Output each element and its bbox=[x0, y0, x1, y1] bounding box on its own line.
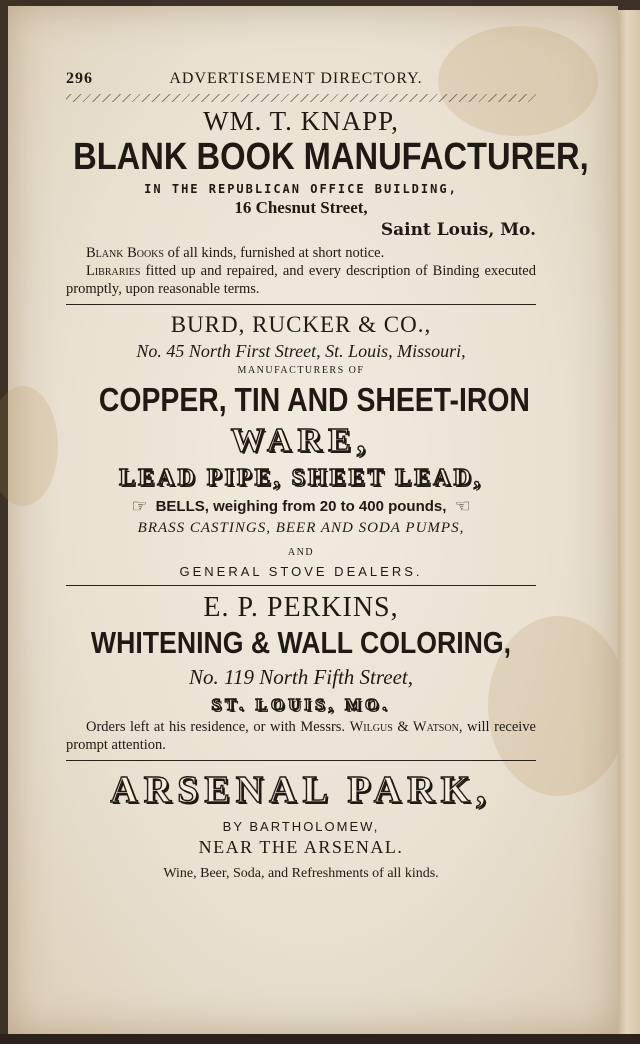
ad-address: No. 45 North First Street, St. Louis, Missouri, bbox=[136, 341, 466, 361]
ad-arsenal-park bbox=[66, 767, 536, 884]
ad-bells-row bbox=[66, 496, 536, 517]
orders-text: Orders left at his residence, or with Messrs. bbox=[86, 719, 350, 735]
ad-city: Saint Louis, Mo. bbox=[380, 220, 536, 240]
ad-castings: BRASS CASTINGS, BEER AND SODA PUMPS, bbox=[137, 520, 465, 536]
wavy-rule bbox=[66, 94, 536, 102]
ad-name: WM. T. KNAPP, bbox=[203, 106, 399, 136]
section-divider bbox=[66, 760, 536, 761]
description-line bbox=[66, 244, 536, 262]
ad-address: No. 119 North Fifth Street, bbox=[189, 665, 413, 689]
running-header bbox=[66, 70, 536, 92]
description-line bbox=[66, 262, 536, 298]
ad-knapp bbox=[66, 106, 589, 298]
page-content bbox=[66, 70, 589, 884]
ad-description bbox=[66, 244, 536, 298]
orders-names: Wilgus & Watson bbox=[349, 719, 459, 735]
ad-title: WHITENING & WALL COLORING, bbox=[90, 625, 512, 660]
ad-title: BLANK BOOK MANUFACTURER, bbox=[73, 136, 589, 178]
orders-text-end: , will receive prompt attention. bbox=[66, 719, 536, 753]
ad-name: BURD, RUCKER & CO., bbox=[170, 312, 432, 337]
ad-near: NEAR THE ARSENAL. bbox=[198, 837, 404, 857]
ad-ware: WARE, bbox=[230, 422, 372, 459]
binding-shadow bbox=[0, 1034, 640, 1044]
smallcaps-lead: Libraries bbox=[86, 263, 141, 279]
section-divider bbox=[66, 304, 536, 305]
ad-subheading: MANUFACTURERS OF bbox=[237, 365, 365, 376]
section-divider bbox=[66, 585, 536, 586]
ad-title: COPPER, TIN AND SHEET-IRON bbox=[98, 381, 530, 418]
ad-name: ARSENAL PARK, bbox=[110, 769, 492, 811]
ad-by: BY BARTHOLOMEW, bbox=[222, 819, 380, 834]
pointing-hand-left-icon: ☜ bbox=[454, 496, 471, 516]
ad-perkins bbox=[66, 592, 536, 754]
description-text: of all kinds, furnished at short notice. bbox=[163, 245, 385, 261]
ad-name: E. P. PERKINS, bbox=[203, 592, 399, 623]
ad-location: IN THE REPUBLICAN OFFICE BUILDING, bbox=[144, 182, 458, 196]
pointing-hand-right-icon: ☞ bbox=[131, 496, 148, 516]
ad-lead-pipe: LEAD PIPE, SHEET LEAD, bbox=[119, 465, 483, 491]
ad-burd-rucker bbox=[66, 311, 536, 579]
ad-bells: BELLS, weighing from 20 to 400 pounds, bbox=[155, 498, 447, 515]
description-text: fitted up and repaired, and every description of Binding executed promptly, upon reasonable terms. bbox=[66, 263, 536, 297]
page-edge bbox=[618, 10, 640, 1034]
ad-street: 16 Chesnut Street, bbox=[234, 198, 368, 217]
ad-orders bbox=[66, 718, 536, 754]
page-number: 296 bbox=[66, 70, 93, 87]
ad-offer: Wine, Beer, Soda, and Refreshments of all kinds. bbox=[163, 866, 439, 881]
ad-city: ST. LOUIS, MO. bbox=[211, 695, 391, 714]
smallcaps-lead: Blank Books bbox=[86, 245, 164, 261]
header-title: ADVERTISEMENT DIRECTORY. bbox=[169, 70, 423, 87]
ad-dealers: GENERAL STOVE DEALERS. bbox=[179, 564, 423, 579]
ad-and: AND bbox=[287, 547, 315, 558]
paper-stain bbox=[0, 386, 58, 506]
